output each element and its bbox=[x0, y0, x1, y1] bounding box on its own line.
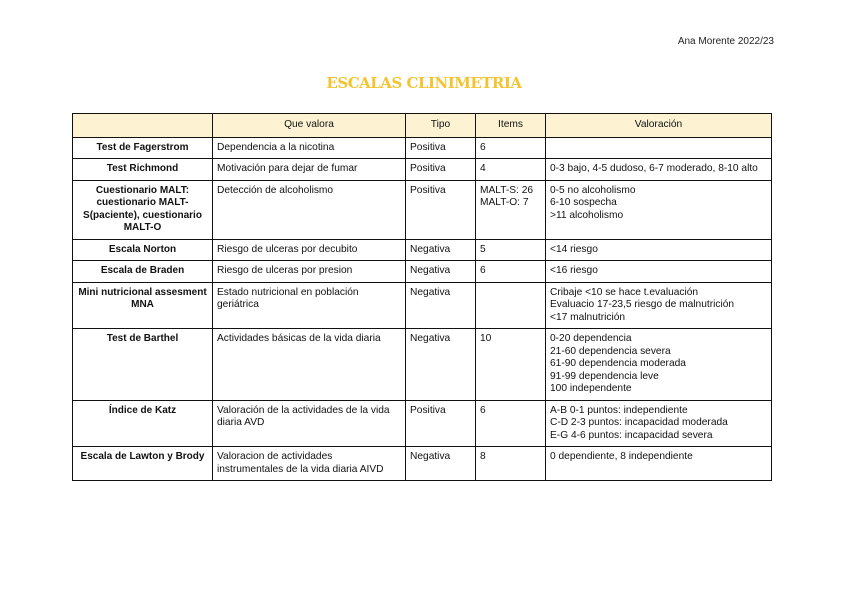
scale-tipo: Negativa bbox=[406, 447, 476, 481]
scale-name: Test de Barthel bbox=[73, 329, 213, 401]
valoracion-line: 0-5 no alcoholismo bbox=[550, 184, 636, 196]
scale-tipo: Negativa bbox=[406, 239, 476, 261]
scale-tipo: Negativa bbox=[406, 261, 476, 283]
items-line: 6 bbox=[480, 141, 486, 153]
valoracion-line: Evaluacio 17-23,5 riesgo de malnutrición bbox=[550, 299, 735, 310]
scale-valoracion bbox=[546, 261, 772, 283]
valoracion-line: 0 dependiente, 8 independiente bbox=[550, 451, 693, 462]
scale-name: Escala Norton bbox=[73, 239, 213, 261]
items-line: MALT-O: 7 bbox=[480, 197, 529, 208]
scale-tipo: Negativa bbox=[406, 282, 476, 329]
column-header-tipo: Tipo bbox=[406, 114, 476, 138]
column-header-items: Items bbox=[476, 114, 546, 138]
scale-tipo: Positiva bbox=[406, 400, 476, 447]
table-row bbox=[73, 282, 772, 329]
valoracion-line: A-B 0-1 puntos: independiente bbox=[550, 404, 688, 416]
scale-tipo: Positiva bbox=[406, 137, 476, 159]
valoracion-line: <16 riesgo bbox=[550, 265, 598, 276]
valoracion-line: 61-90 dependencia moderada bbox=[550, 358, 686, 369]
valoracion-line: <14 riesgo bbox=[550, 243, 598, 255]
scale-items bbox=[476, 282, 546, 329]
scale-que-valora: Valoración de la actividades de la vida diaria AVD bbox=[213, 400, 406, 447]
table-row bbox=[73, 239, 772, 261]
valoracion-line: >11 alcoholismo bbox=[550, 209, 624, 221]
items-line: 10 bbox=[480, 333, 492, 344]
scale-que-valora: Actividades básicas de la vida diaria bbox=[213, 329, 406, 401]
scale-items bbox=[476, 261, 546, 283]
items-line: 8 bbox=[480, 451, 486, 462]
table-row bbox=[73, 159, 772, 181]
scale-name: Índice de Katz bbox=[73, 400, 213, 447]
table-row bbox=[73, 180, 772, 239]
scale-que-valora: Estado nutricional en población geriátrica bbox=[213, 282, 406, 329]
table-row bbox=[73, 400, 772, 447]
author-label: Ana Morente 2022/23 bbox=[677, 36, 774, 47]
items-line: 6 bbox=[480, 265, 486, 276]
scale-name: Test de Fagerstrom bbox=[73, 137, 213, 159]
scale-tipo: Positiva bbox=[406, 159, 476, 181]
valoracion-line: 6-10 sospecha bbox=[550, 197, 617, 208]
page-title: ESCALAS CLINIMETRIA bbox=[326, 74, 522, 92]
scale-items bbox=[476, 159, 546, 181]
scale-items bbox=[476, 137, 546, 159]
items-line: 5 bbox=[480, 243, 486, 255]
scale-valoracion bbox=[546, 159, 772, 181]
scale-valoracion bbox=[546, 329, 772, 401]
scale-name: Test Richmond bbox=[73, 159, 213, 181]
table-row bbox=[73, 261, 772, 283]
valoracion-line: E-G 4-6 puntos: incapacidad severa bbox=[550, 429, 713, 441]
scales-table bbox=[72, 113, 772, 481]
scale-que-valora: Valoracion de actividades instrumentales de la vida diaria AIVD bbox=[213, 447, 406, 481]
scale-valoracion bbox=[546, 239, 772, 261]
scale-name: Escala de Lawton y Brody bbox=[73, 447, 213, 481]
scale-que-valora: Motivación para dejar de fumar bbox=[213, 159, 406, 181]
items-line: 6 bbox=[480, 404, 486, 416]
scale-tipo: Positiva bbox=[406, 180, 476, 239]
scale-items bbox=[476, 180, 546, 239]
table-row bbox=[73, 329, 772, 401]
scale-valoracion bbox=[546, 282, 772, 329]
scale-name: Mini nutricional assesment MNA bbox=[73, 282, 213, 329]
scale-que-valora: Detección de alcoholismo bbox=[213, 180, 406, 239]
scale-items bbox=[476, 447, 546, 481]
scale-valoracion bbox=[546, 447, 772, 481]
valoracion-line: Cribaje <10 se hace t.evaluación bbox=[550, 286, 699, 298]
valoracion-line: 91-99 dependencia leve bbox=[550, 370, 659, 382]
valoracion-line: 21-60 dependencia severa bbox=[550, 345, 671, 357]
scale-valoracion bbox=[546, 400, 772, 447]
column-header-que-valora: Que valora bbox=[213, 114, 406, 138]
scale-valoracion bbox=[546, 180, 772, 239]
scale-items bbox=[476, 400, 546, 447]
valoracion-line: 0-20 dependencia bbox=[550, 333, 632, 344]
items-line: 4 bbox=[480, 163, 486, 174]
scale-name: Escala de Braden bbox=[73, 261, 213, 283]
scale-valoracion bbox=[546, 137, 772, 159]
valoracion-line: <17 malnutrición bbox=[550, 311, 626, 323]
scale-items bbox=[476, 239, 546, 261]
scale-que-valora: Riesgo de ulceras por decubito bbox=[213, 239, 406, 261]
items-line: MALT-S: 26 bbox=[480, 184, 534, 196]
table-row bbox=[73, 137, 772, 159]
valoracion-line: 0-3 bajo, 4-5 dudoso, 6-7 moderado, 8-10 alto bbox=[550, 163, 758, 174]
scale-items bbox=[476, 329, 546, 401]
scale-que-valora: Riesgo de ulceras por presion bbox=[213, 261, 406, 283]
table-row bbox=[73, 447, 772, 481]
scale-name: Cuestionario MALT: cuestionario MALT-S(paciente), cuestionario MALT-O bbox=[73, 180, 213, 239]
table-header-row bbox=[73, 114, 772, 138]
scale-tipo: Negativa bbox=[406, 329, 476, 401]
scale-que-valora: Dependencia a la nicotina bbox=[213, 137, 406, 159]
valoracion-line: 100 independente bbox=[550, 383, 632, 394]
column-header-valoracion: Valoración bbox=[546, 114, 772, 138]
column-header-name bbox=[73, 114, 213, 138]
valoracion-line: C-D 2-3 puntos: incapacidad moderada bbox=[550, 417, 728, 428]
